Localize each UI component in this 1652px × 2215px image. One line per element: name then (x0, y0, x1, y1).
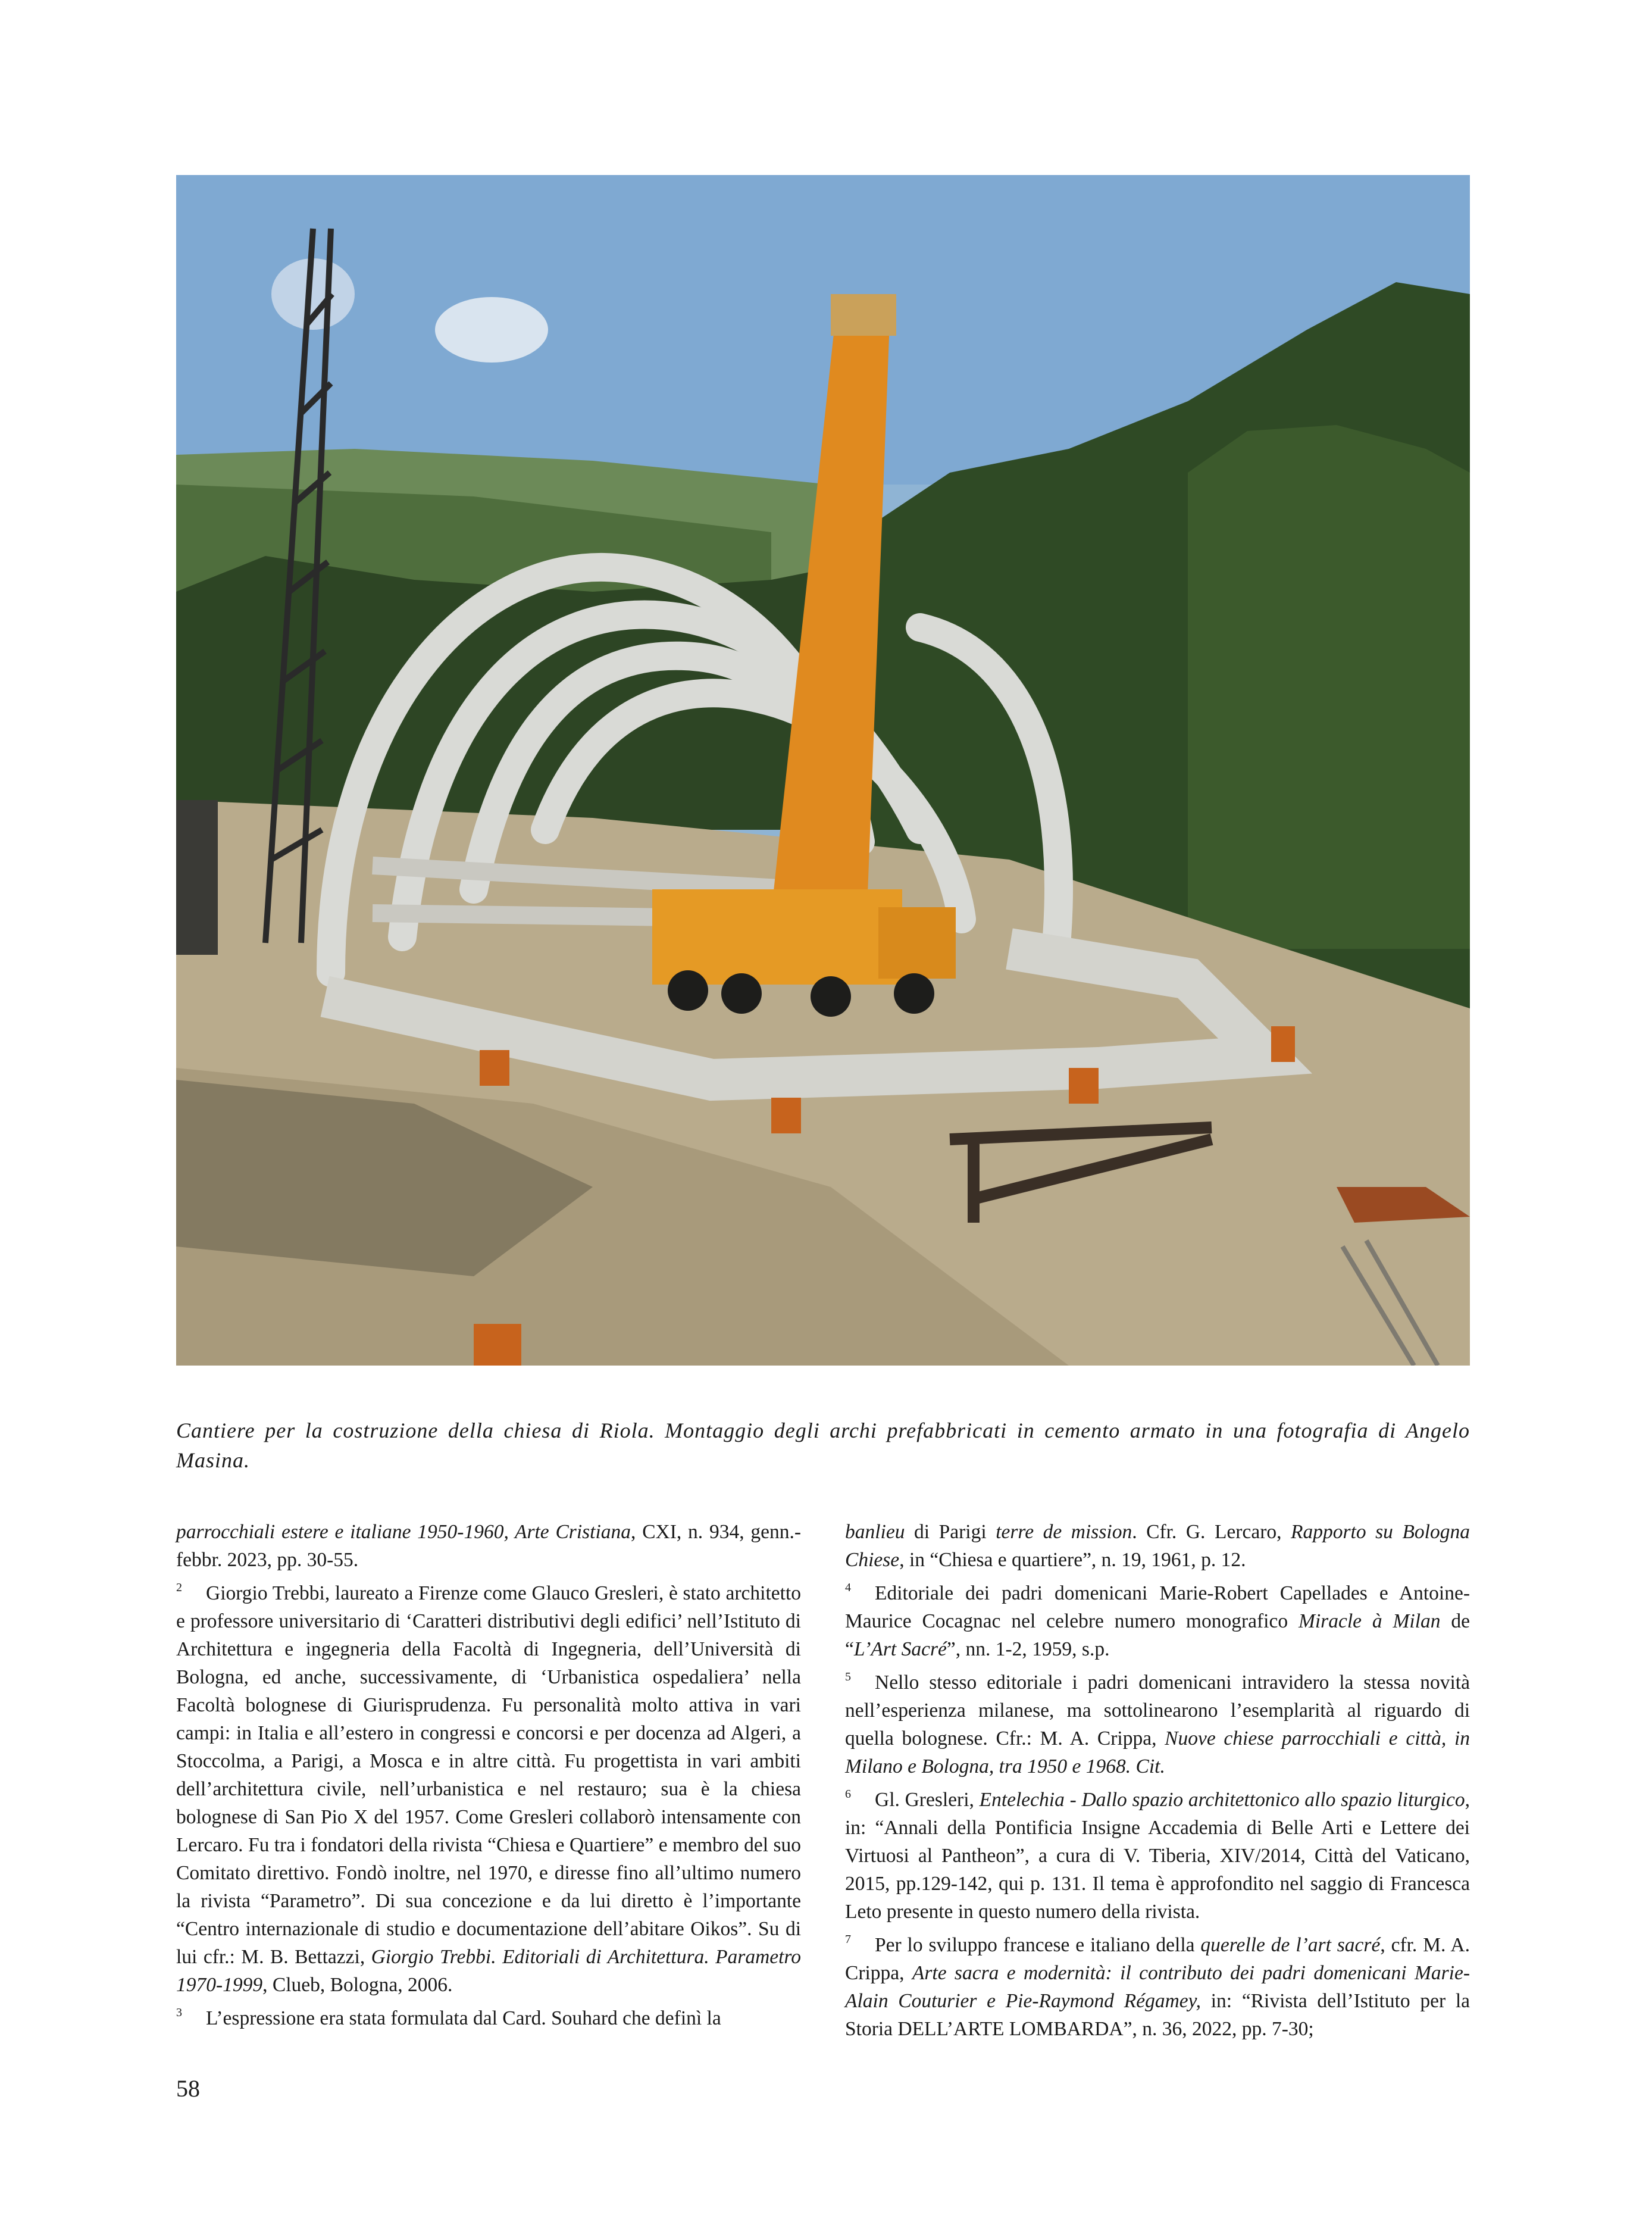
text: , cfr. M. A. Crippa, (845, 1934, 1470, 1984)
footnote-continuation (176, 1518, 801, 1574)
photo-illustration (176, 175, 1470, 1366)
trees-right-light (1188, 425, 1470, 949)
crane-base (176, 800, 218, 955)
bracket (1271, 1026, 1295, 1062)
footnote-text: Giorgio Trebbi, laureato a Firenze come Glauco Gresleri, è stato architetto e professore universitario di ‘Caratteri distributivi degli edifici’ nell’Istituto di Architettura e ingegneria della Facoltà di Ingegneria, dell’Università di Bologna, ed anche, successivamente, di ‘Urbanistica ospedaliera’ nella Facoltà bolognese di Giurisprudenza. Fu personalità molto attiva in vari campi: in Italia e all’estero in congressi e concorsi e per docenza ad Algeri, a Stoccolma, a Parigi, a Mosca e in altre città. Fu progettista in vari ambiti dell’architettura civile, nell’urbanistica e nel restauro; sua è la chiesa bolognese di San Pio X del 1957. Come Gresleri collaborò intensamente con Lercaro. Fu tra i fondatori della rivista “Chiesa e Quartiere” e membro del suo Comitato direttivo. Fondò inoltre, nel 1970, e diresse fino all’ultimo numero la rivista “Parametro”. Di sua concezione e da lui diretto è l’importante “Centro internazionale di studio e documentazione dell’abitare Oikos”. Su di lui cfr.: M. B. Bettazzi, (176, 1582, 801, 1968)
page-number: 58 (176, 2075, 200, 2102)
text: de “ (845, 1610, 1470, 1660)
footnote-number: 2 (176, 1581, 182, 1594)
cloud (435, 297, 548, 363)
footnote-tail: ”, nn. 1-2, 1959, s.p. (946, 1638, 1110, 1660)
construction-photo (176, 175, 1470, 1366)
citation-title: Rapporto su Bologna Chiese (845, 1521, 1470, 1571)
crane-truck-body (652, 889, 902, 985)
footnote-number: 3 (176, 2006, 182, 2019)
citation-rest: , CXI, n. 934, genn.-febbr. 2023, pp. 30-55. (176, 1521, 801, 1571)
footnotes-right-column (845, 1518, 1470, 2043)
footnote-5 (845, 1663, 1470, 1780)
italic-term: banlieu (845, 1521, 905, 1543)
footnote-3 (176, 1999, 801, 2032)
bracket (771, 1098, 801, 1133)
wheel (721, 973, 762, 1014)
footnote-number: 6 (845, 1788, 851, 1801)
citation-title: Entelechia - Dallo spazio architettonico allo spazio liturgico (979, 1789, 1465, 1811)
footnote-number: 7 (845, 1933, 851, 1946)
footnote-text: Editoriale dei padri domenicani Marie-Robert Capellades e Antoine-Maurice Cocagnac nel celebre numero monografico (845, 1582, 1470, 1632)
citation-title: Nuove chiese parrocchiali e città, in Milano e Bologna, tra 1950 e 1968. Cit. (845, 1727, 1470, 1777)
footnote-text: L’espressione era stata formulata dal Card. Souhard che definì la (206, 2007, 721, 2029)
wheel (668, 970, 708, 1011)
crane-jib-head (831, 294, 896, 336)
barrel (474, 1324, 521, 1366)
footnote-text: Gl. Gresleri, (875, 1789, 980, 1811)
bracket (480, 1050, 509, 1086)
citation-title: parrocchiali estere e italiane 1950-1960, Arte Cristiana (176, 1521, 631, 1543)
footnote-number: 4 (845, 1581, 851, 1594)
citation-title: L’Art Sacré (853, 1638, 947, 1660)
citation-title: Miracle à Milan (1298, 1610, 1441, 1632)
text: di Parigi (905, 1521, 996, 1543)
footnote-text: Per lo sviluppo francese e italiano della (875, 1934, 1201, 1956)
text: , in “Chiesa e quartiere”, n. 19, 1961, p. 12. (899, 1549, 1246, 1571)
footnote-6 (845, 1780, 1470, 1926)
footnote-7 (845, 1926, 1470, 2043)
wheel (894, 973, 934, 1014)
footnote-tail: , Clueb, Bologna, 2006. (262, 1974, 453, 1996)
footnote-tail: , in: “Annali della Pontificia Insigne Accademia di Belle Arti e Lettere dei Virtuosi al Pantheon”, a cura di V. Tiberia, XIV/2014, Città del Vaticano, 2015, pp.129-142, qui p. 131. Il tema è approfondito nel saggio di Francesca Leto presente in questo numero della rivista. (845, 1789, 1470, 1923)
footnote-number: 5 (845, 1670, 851, 1683)
photo-caption: Cantiere per la costruzione della chiesa di Riola. Montaggio degli archi prefabbricati in cemento armato in una fotografia di Angelo Masina. (176, 1419, 1470, 1472)
text: . Cfr. G. Lercaro, (1132, 1521, 1291, 1543)
italic-term: querelle de l’art sacré (1200, 1934, 1381, 1956)
citation-title: Arte sacra e modernità: il contributo dei padri domenicani Marie-Alain Couturier e Pie-Raymond Régamey, (845, 1962, 1470, 2012)
footnote-text: Nello stesso editoriale i padri domenicani intravidero la stessa novità nell’esperienza milanese, ma sottolinearono l’esemplarità al riguardo di quella bolognese. Cfr.: M. A. Crippa, (845, 1672, 1470, 1749)
citation-title: Giorgio Trebbi. Editoriali di Architettura. Parametro 1970-1999 (176, 1946, 801, 1996)
footnote-continuation (845, 1518, 1470, 1574)
footnotes-left-column (176, 1518, 801, 2032)
italic-term: terre de mission (996, 1521, 1132, 1543)
crane-cab (878, 907, 956, 979)
footnote-4 (845, 1574, 1470, 1663)
footnote-tail: in: “Rivista dell’Istituto per la Storia DELL’ARTE LOMBARDA”, n. 36, 2022, pp. 7-30; (845, 1990, 1470, 2040)
bracket (1069, 1068, 1099, 1104)
footnote-2 (176, 1574, 801, 1999)
wheel (811, 976, 851, 1017)
